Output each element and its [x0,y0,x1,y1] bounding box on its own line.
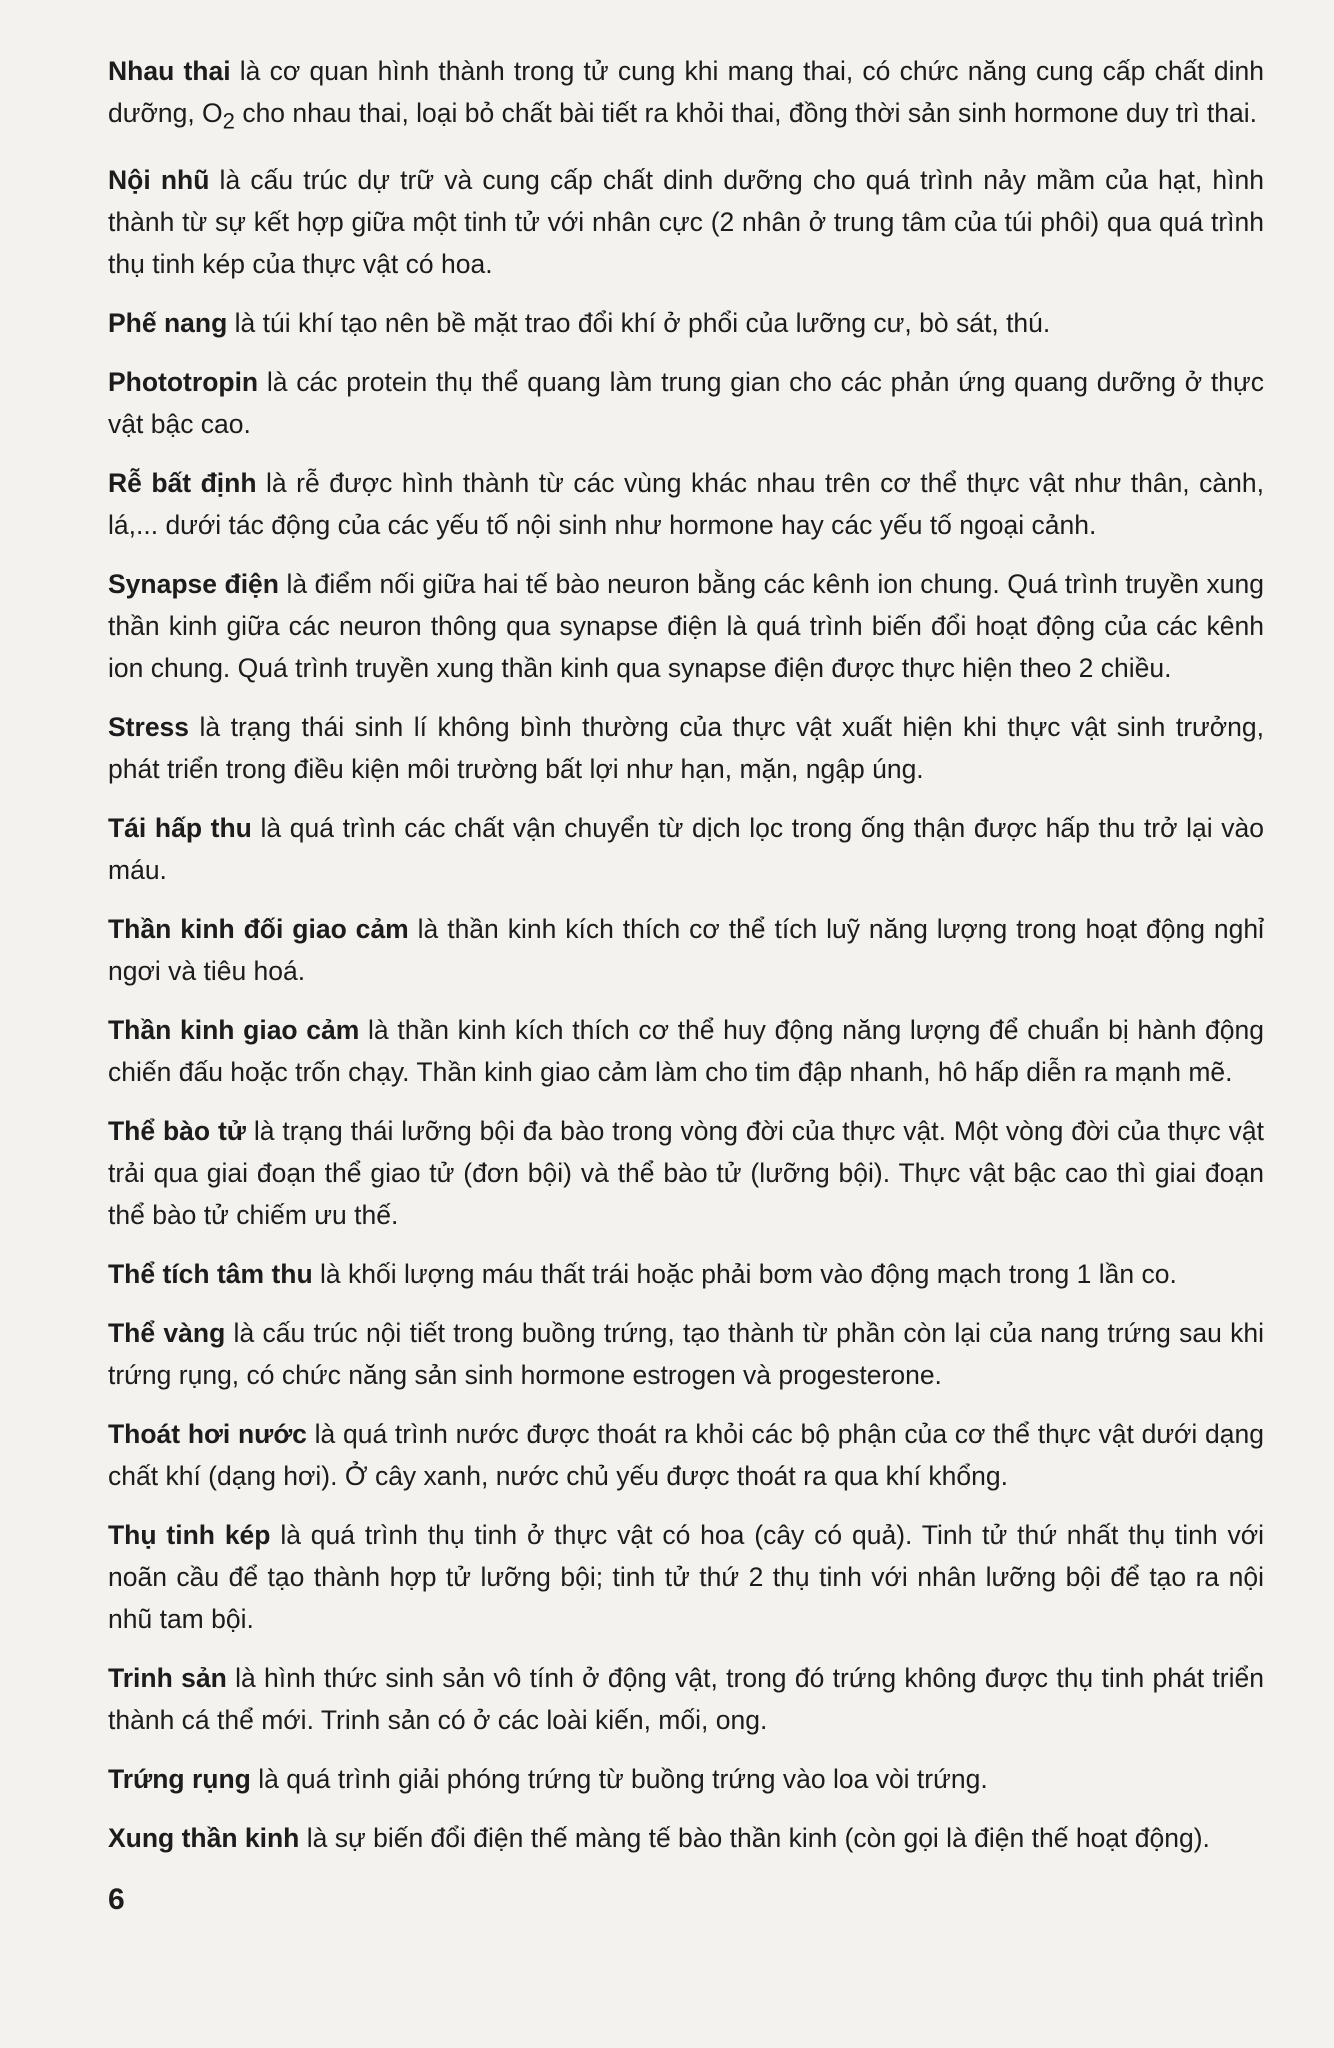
entry-definition: là rễ được hình thành từ các vùng khác nhau trên cơ thể thực vật như thân, cành, lá,... dưới tác động của các yếu tố nội sinh như hormone hay các yếu tố ngoại cảnh. [108,468,1264,541]
entry-definition: là thần kinh kích thích cơ thể tích luỹ năng lượng trong hoạt động nghỉ ngơi và tiêu hoá. [108,914,1264,987]
entry-term: Trứng rụng [108,1764,251,1795]
entry-term: Thụ tinh kép [108,1520,271,1551]
entry-term: Stress [108,712,190,743]
entry-definition: là quá trình các chất vận chuyển từ dịch lọc trong ống thận được hấp thu trở lại vào máu. [108,813,1264,886]
glossary-entry-tai-hap-thu [108,807,1264,891]
entry-term: Thể bào tử [108,1116,246,1147]
glossary-entry-nhau-thai [108,50,1264,142]
entry-term: Tái hấp thu [108,813,252,844]
entry-term: Thể tích tâm thu [108,1259,313,1290]
glossary-entry-trinh-san [108,1657,1264,1741]
entry-term: Synapse điện [108,569,279,600]
glossary-entry-the-tich-tam-thu [108,1253,1264,1295]
entry-definition: là sự biến đổi điện thế màng tế bào thần kinh (còn gọi là điện thế hoạt động). [299,1823,1210,1854]
glossary-entries [108,50,1264,1859]
entry-term: Trinh sản [108,1663,227,1694]
entry-definition: là cấu trúc nội tiết trong buồng trứng, tạo thành từ phần còn lại của nang trứng sau khi trứng rụng, có chức năng sản sinh hormone estrogen và progesterone. [108,1318,1265,1391]
entry-definition: là quá trình giải phóng trứng từ buồng trứng vào loa vòi trứng. [250,1764,988,1795]
entry-term: Thể vàng [108,1318,226,1349]
entry-term: Thần kinh giao cảm [108,1015,360,1046]
glossary-entry-thu-tinh-kep [108,1514,1264,1640]
entry-definition: là trạng thái sinh lí không bình thường của thực vật xuất hiện khi thực vật sinh trưởng, phát triển trong điều kiện môi trường bất lợi như hạn, mặn, ngập úng. [108,712,1264,785]
glossary-entry-re-bat-dinh [108,462,1264,546]
entry-definition: là quá trình thụ tinh ở thực vật có hoa (cây có quả). Tinh tử thứ nhất thụ tinh với noãn cầu để tạo thành hợp tử lưỡng bội; tinh tử thứ 2 thụ tinh với nhân lưỡng bội để tạo ra nội nhũ tam bội. [108,1520,1265,1635]
glossary-entry-than-kinh-doi-giao-cam [108,908,1264,992]
entry-term: Thần kinh đối giao cảm [108,914,409,945]
entry-definition: là điểm nối giữa hai tế bào neuron bằng các kênh ion chung. Quá trình truyền xung thần kinh giữa các neuron thông qua synapse điện là quá trình biến đổi hoạt động của các kênh ion chung. Quá trình truyền xung thần kinh qua synapse điện được thực hiện theo 2 chiều. [108,569,1265,684]
entry-definition: là thần kinh kích thích cơ thể huy động năng lượng để chuẩn bị hành động chiến đấu hoặc trốn chạy. Thần kinh giao cảm làm cho tim đập nhanh, hô hấp diễn ra mạnh mẽ. [108,1015,1264,1088]
entry-definition: là túi khí tạo nên bề mặt trao đổi khí ở phổi của lưỡng cư, bò sát, thú. [227,308,1051,339]
glossary-entry-the-vang [108,1312,1264,1396]
page-number: 6 [108,1883,125,1916]
glossary-entry-phe-nang [108,302,1264,344]
glossary-entry-noi-nhu [108,159,1264,285]
entry-term: Rễ bất định [108,468,257,499]
entry-definition: là khối lượng máu thất trái hoặc phải bơm vào động mạch trong 1 lần co. [312,1259,1177,1290]
glossary-entry-synapse-dien [108,563,1264,689]
glossary-entry-phototropin [108,361,1264,445]
entry-term: Phế nang [108,308,228,339]
entry-definition: là quá trình nước được thoát ra khỏi các bộ phận của cơ thể thực vật dưới dạng chất khí (dạng hơi). Ở cây xanh, nước chủ yếu được thoát ra qua khí khổng. [108,1419,1264,1492]
glossary-entry-thoat-hoi-nuoc [108,1413,1264,1497]
entry-definition: là cơ quan hình thành trong tử cung khi mang thai, có chức năng cung cấp chất dinh dưỡng, O [108,56,1264,128]
entry-term: Xung thần kinh [108,1823,300,1854]
entry-definition: là các protein thụ thể quang làm trung gian cho các phản ứng quang dưỡng ở thực vật bậc cao. [108,367,1264,440]
entry-term: Phototropin [108,367,259,398]
entry-term: Nhau thai [108,56,231,86]
glossary-entry-the-bao-tu [108,1110,1264,1236]
glossary-entry-xung-than-kinh [108,1817,1264,1859]
entry-definition-cont: cho nhau thai, loại bỏ chất bài tiết ra khỏi thai, đồng thời sản sinh hormone duy trì thai. [234,98,1258,128]
entry-definition: là hình thức sinh sản vô tính ở động vật, trong đó trứng không được thụ tinh phát triển thành cá thể mới. Trinh sản có ở các loài kiến, mối, ong. [108,1663,1264,1736]
entry-definition: là trạng thái lưỡng bội đa bào trong vòng đời của thực vật. Một vòng đời của thực vật trải qua giai đoạn thể giao tử (đơn bội) và thể bào tử (lưỡng bội). Thực vật bậc cao thì giai đoạn thể bào tử chiếm ưu thế. [108,1116,1264,1231]
entry-definition: là cấu trúc dự trữ và cung cấp chất dinh dưỡng cho quá trình nảy mầm của hạt, hình thành từ sự kết hợp giữa một tinh tử với nhân cực (2 nhân ở trung tâm của túi phôi) qua quá trình thụ tinh kép của thực vật có hoa. [108,165,1264,280]
entry-term: Nội nhũ [108,165,210,196]
subscript-2: 2 [222,108,235,134]
entry-term: Thoát hơi nước [108,1419,307,1450]
glossary-entry-trung-rung [108,1758,1264,1800]
glossary-entry-than-kinh-giao-cam [108,1009,1264,1093]
glossary-entry-stress [108,706,1264,790]
